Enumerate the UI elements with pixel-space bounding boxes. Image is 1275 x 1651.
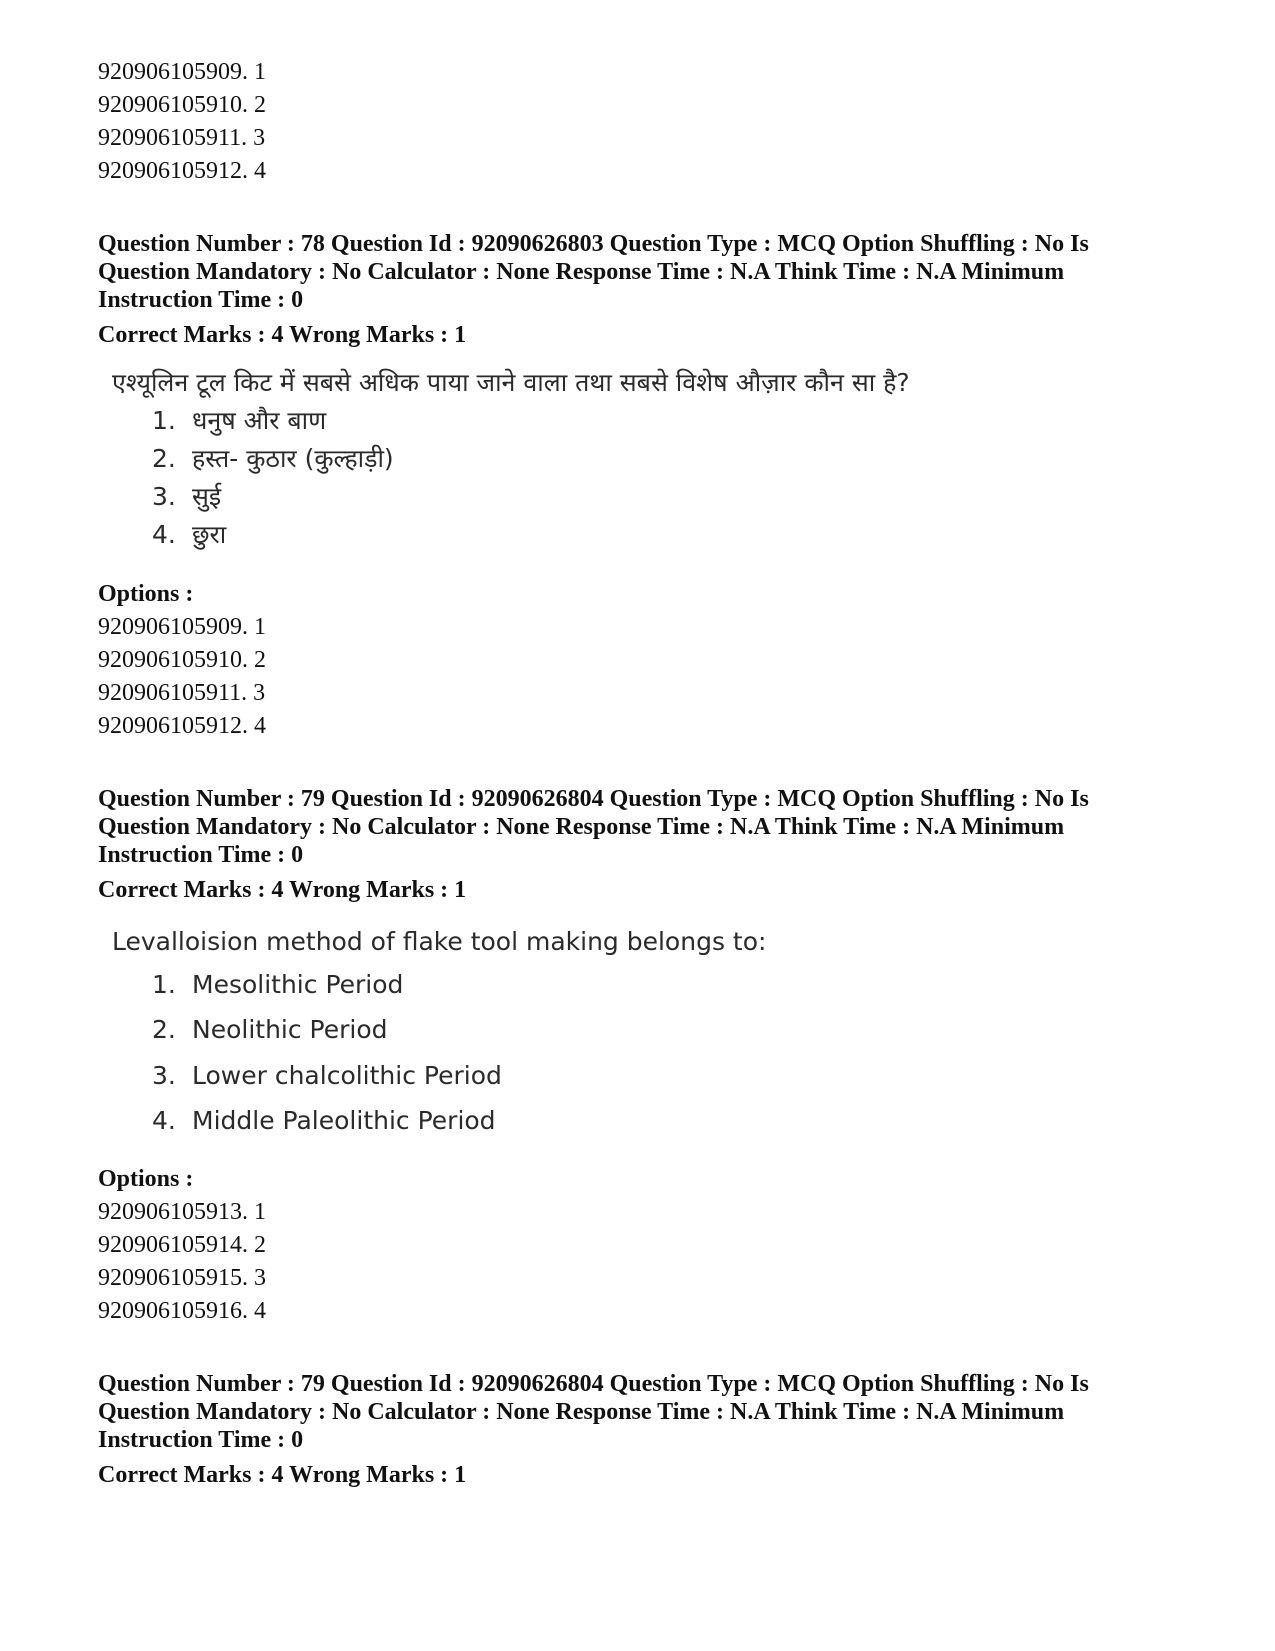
marks-line: Correct Marks : 4 Wrong Marks : 1	[98, 322, 467, 348]
option-id: 920906105911. 3	[98, 680, 266, 706]
choice-number: 1.	[152, 406, 176, 435]
option-id: 920906105912. 4	[98, 713, 266, 739]
question-79-body	[112, 925, 766, 1143]
choice-item	[112, 1007, 766, 1053]
choice-item	[112, 440, 910, 478]
choice-item	[112, 1053, 766, 1099]
question-meta-line: Instruction Time : 0	[98, 842, 304, 868]
question-78-body	[112, 366, 910, 554]
choice-item	[112, 516, 910, 554]
question-meta-line: Instruction Time : 0	[98, 1427, 304, 1453]
question-stem: एश्यूलिन टूल किट में सबसे अधिक पाया जाने वाला तथा सबसे विशेष औज़ार कौन सा है?	[112, 368, 910, 397]
choice-text: Mesolithic Period	[192, 970, 404, 999]
choice-item	[112, 1099, 766, 1143]
options-label: Options :	[98, 1166, 194, 1192]
option-id: 920906105910. 2	[98, 647, 266, 673]
question-78-options	[98, 578, 1198, 743]
question-79-options	[98, 1163, 1198, 1328]
question-meta-line: Question Number : 79 Question Id : 92090626804 Question Type : MCQ Option Shuffling : No Is	[98, 786, 1089, 812]
question-meta-line: Question Mandatory : No Calculator : None Response Time : N.A Think Time : N.A Minimum	[98, 814, 1065, 840]
question-stem: Levalloision method of flake tool making belongs to:	[112, 927, 767, 956]
option-id: 920906105916. 4	[98, 1298, 266, 1324]
choice-number: 3.	[152, 482, 176, 511]
choice-item	[112, 478, 910, 516]
question-meta-line: Question Mandatory : No Calculator : None Response Time : N.A Think Time : N.A Minimum	[98, 1399, 1065, 1425]
option-id: 920906105912. 4	[98, 158, 266, 184]
question-78-header	[98, 230, 1198, 352]
choice-text: धनुष और बाण	[192, 406, 327, 435]
choice-number: 1.	[152, 970, 176, 999]
choice-text: छुरा	[192, 520, 227, 549]
choice-list	[112, 402, 910, 554]
option-id: 920906105911. 3	[98, 125, 266, 151]
option-id: 920906105909. 1	[98, 614, 266, 640]
option-id: 920906105910. 2	[98, 92, 266, 118]
option-id: 920906105915. 3	[98, 1265, 266, 1291]
option-id: 920906105909. 1	[98, 59, 266, 85]
option-id: 920906105914. 2	[98, 1232, 266, 1258]
marks-line: Correct Marks : 4 Wrong Marks : 1	[98, 1462, 467, 1488]
choice-text: हस्त- कुठार (कुल्हाड़ी)	[192, 444, 394, 473]
choice-text: Middle Paleolithic Period	[192, 1106, 496, 1135]
choice-number: 2.	[152, 444, 176, 473]
choice-number: 3.	[152, 1061, 176, 1090]
question-meta-line: Instruction Time : 0	[98, 287, 304, 313]
choice-text: Neolithic Period	[192, 1015, 388, 1044]
options-label: Options :	[98, 581, 194, 607]
question-meta-line: Question Number : 79 Question Id : 92090626804 Question Type : MCQ Option Shuffling : No Is	[98, 1371, 1089, 1397]
choice-number: 4.	[152, 520, 176, 549]
question-79-repeat-header	[98, 1370, 1198, 1492]
choice-number: 4.	[152, 1106, 176, 1135]
choice-text: सुई	[192, 482, 222, 511]
question-meta-line: Question Number : 78 Question Id : 92090626803 Question Type : MCQ Option Shuffling : No Is	[98, 231, 1089, 257]
choice-list	[112, 963, 766, 1143]
choice-number: 2.	[152, 1015, 176, 1044]
choice-item	[112, 402, 910, 440]
question-meta-line: Question Mandatory : No Calculator : None Response Time : N.A Think Time : N.A Minimum	[98, 259, 1065, 285]
marks-line: Correct Marks : 4 Wrong Marks : 1	[98, 877, 467, 903]
choice-text: Lower chalcolithic Period	[192, 1061, 502, 1090]
choice-item	[112, 963, 766, 1007]
question-79-header	[98, 785, 1198, 907]
option-id: 920906105913. 1	[98, 1199, 266, 1225]
previous-options-list	[98, 56, 1198, 188]
